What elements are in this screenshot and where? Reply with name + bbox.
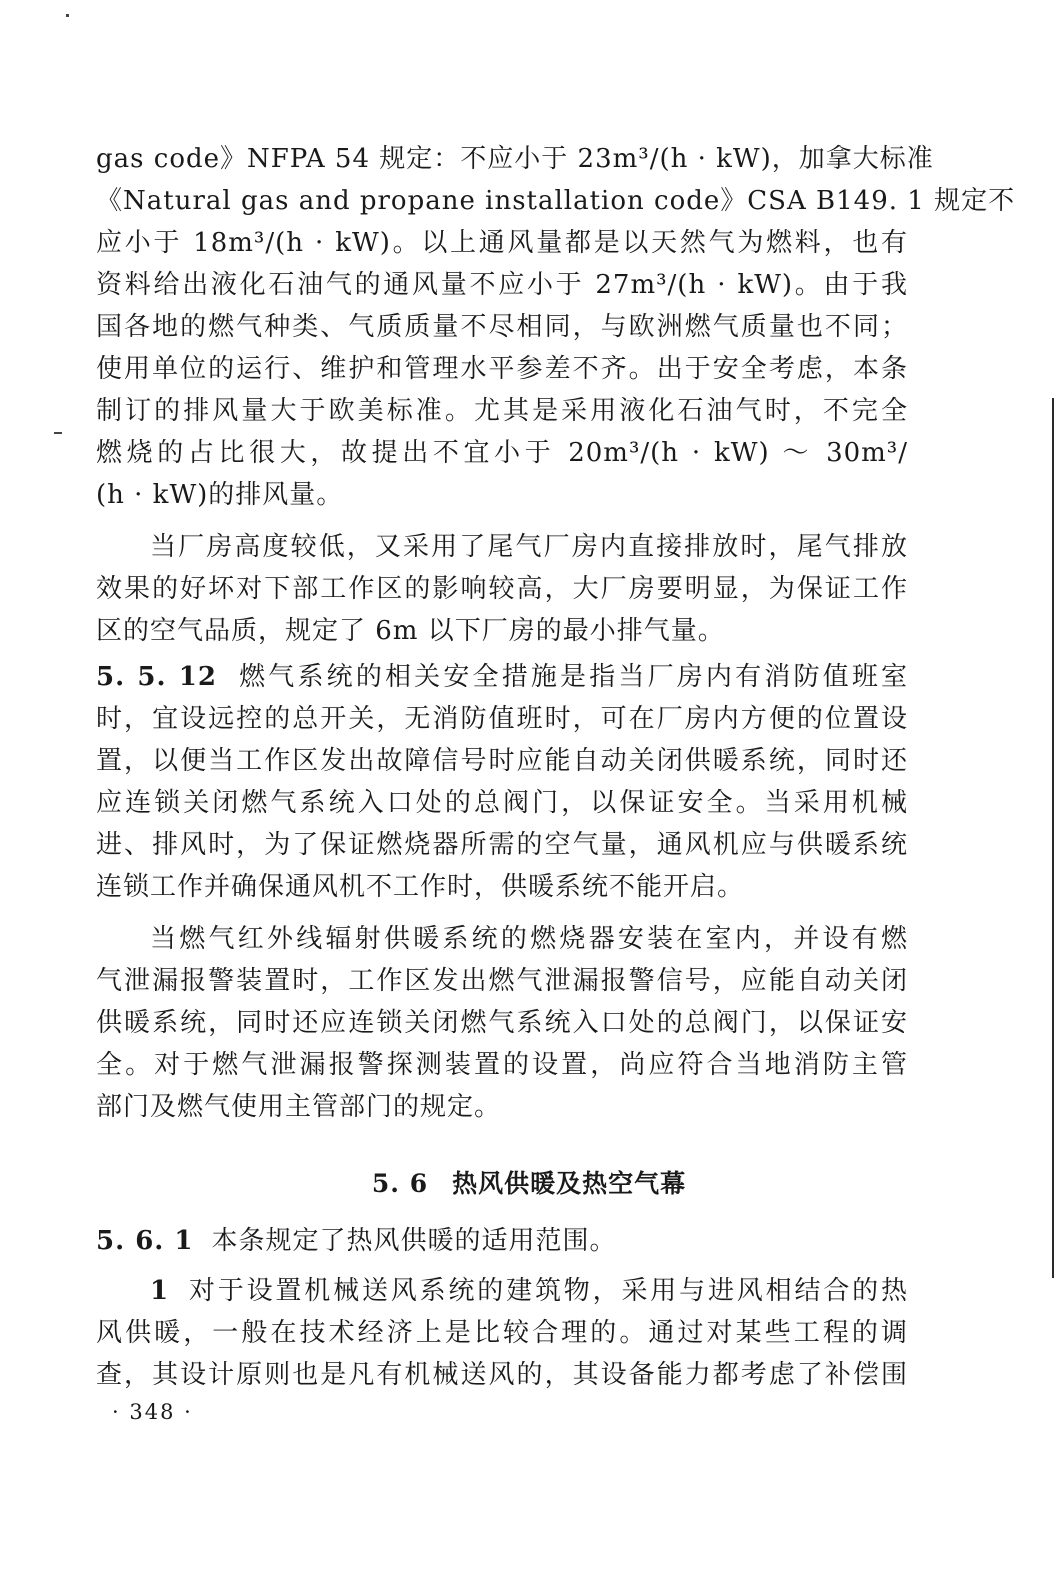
scan-page-edge: [1052, 398, 1054, 1278]
clause-text: 燃气系统的相关安全措施是指当厂房内有消防值班室: [236, 662, 908, 692]
text-line: 连锁工作并确保通风机不工作时，供暖系统不能开启。: [96, 872, 745, 902]
text-line: 进、排风时，为了保证燃烧器所需的空气量，通风机应与供暖系统: [96, 830, 908, 860]
text-line: 当厂房高度较低，又采用了尾气厂房内直接排放时，尾气排放: [150, 532, 908, 562]
text-line: 燃烧的占比很大，故提出不宜小于 20m³/(h · kW) ～ 30m³/: [96, 438, 908, 468]
item-line: [150, 1276, 908, 1306]
clause-line: [96, 1226, 908, 1256]
text-line: 应小于 18m³/(h · kW)。以上通风量都是以天然气为燃料，也有: [96, 228, 908, 258]
text-line: gas code》NFPA 54 规定：不应小于 23m³/(h · kW)，加拿大标准: [96, 144, 934, 174]
text-line: 《Natural gas and propane installation code》CSA B149. 1 规定不: [96, 186, 1016, 216]
page-number: · 348 ·: [112, 1400, 193, 1424]
text-line: 时，宜设远控的总开关，无消防值班时，可在厂房内方便的位置设: [96, 704, 908, 734]
item-text: 对于设置机械送风系统的建筑物，采用与进风相结合的热: [187, 1276, 908, 1306]
item-number: 1: [150, 1276, 170, 1306]
text-line: 查，其设计原则也是凡有机械送风的，其设备能力都考虑了补偿围: [96, 1360, 908, 1390]
text-line: 供暖系统，同时还应连锁关闭燃气系统入口处的总阀门，以保证安: [96, 1008, 908, 1038]
text-line: 当燃气红外线辐射供暖系统的燃烧器安装在室内，并设有燃: [150, 924, 908, 954]
text-line: 置，以便当工作区发出故障信号时应能自动关闭供暖系统，同时还: [96, 746, 908, 776]
text-line: (h · kW)的排风量。: [96, 480, 344, 510]
text-line: 风供暖，一般在技术经济上是比较合理的。通过对某些工程的调: [96, 1318, 908, 1348]
scan-speck: [54, 432, 62, 434]
text-line: 使用单位的运行、维护和管理水平参差不齐。出于安全考虑，本条: [96, 354, 908, 384]
clause-number: 5. 6. 1: [96, 1226, 194, 1256]
section-title: 热风供暖及热空气幕: [452, 1169, 687, 1198]
section-heading: [0, 1164, 1058, 1200]
clause-line: [96, 662, 908, 692]
clause-text: 本条规定了热风供暖的适用范围。: [211, 1226, 617, 1256]
text-line: 气泄漏报警装置时，工作区发出燃气泄漏报警信号，应能自动关闭: [96, 966, 908, 996]
text-line: 效果的好坏对下部工作区的影响较高，大厂房要明显，为保证工作: [96, 574, 908, 604]
text-line: 国各地的燃气种类、气质质量不尽相同，与欧洲燃气质量也不同；: [96, 312, 908, 342]
text-line: 应连锁关闭燃气系统入口处的总阀门，以保证安全。当采用机械: [96, 788, 908, 818]
text-line: 区的空气品质，规定了 6m 以下厂房的最小排气量。: [96, 616, 725, 646]
section-number: 5. 6: [371, 1169, 429, 1198]
text-line: 部门及燃气使用主管部门的规定。: [96, 1092, 502, 1122]
clause-number: 5. 5. 12: [96, 662, 217, 692]
text-line: 资料给出液化石油气的通风量不应小于 27m³/(h · kW)。由于我: [96, 270, 908, 300]
text-line: 制订的排风量大于欧美标准。尤其是采用液化石油气时，不完全: [96, 396, 908, 426]
text-line: 全。对于燃气泄漏报警探测装置的设置，尚应符合当地消防主管: [96, 1050, 908, 1080]
scan-speck: [66, 14, 69, 17]
